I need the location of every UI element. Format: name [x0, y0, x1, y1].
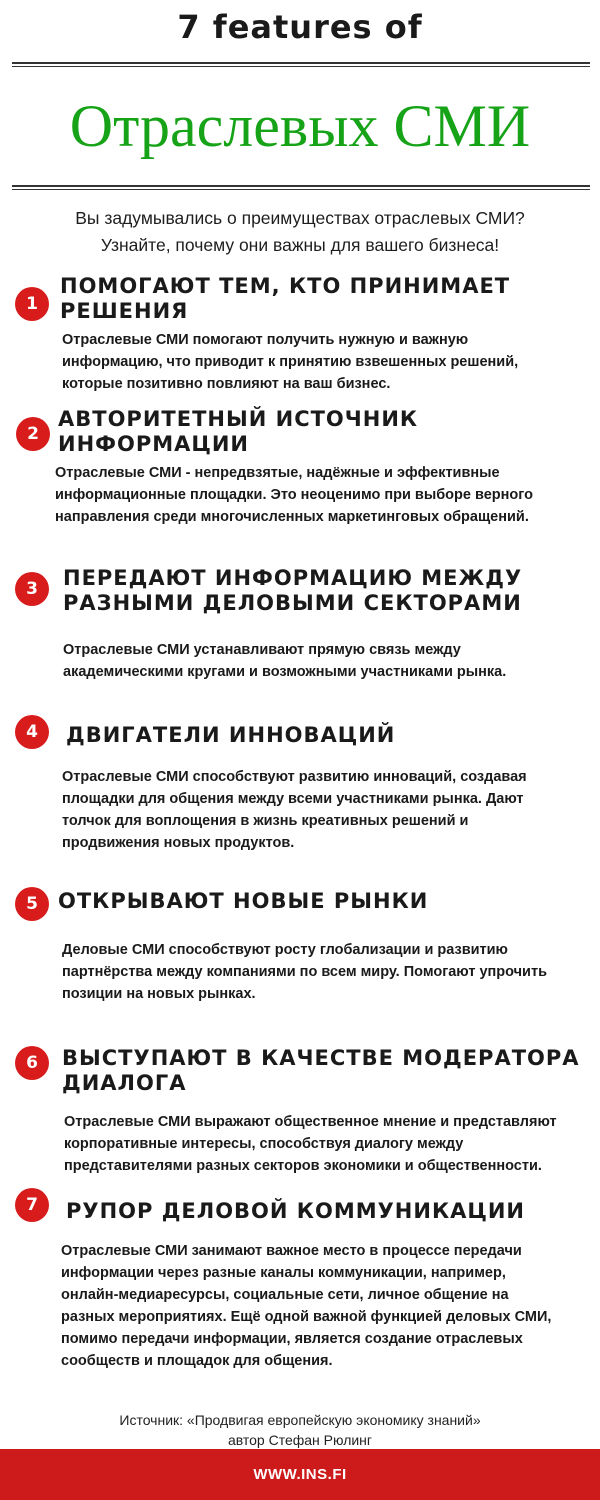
feature-desc-7: Отраслевые СМИ занимают важное место в процессе передачи информации через разные каналы коммуникации, например, онлайн-медиаресурсы, социальные сети, личное общение на разных мероприятиях. Ещё одной важной функцией деловых СМИ, помимо передачи информации, является создание отраслевых сообществ и площадок для общения.: [61, 1243, 552, 1369]
top-divider: [12, 62, 590, 67]
feature-desc-2: Отраслевые СМИ - непредвзятые, надёжные и эффективные информационные площадки. Это неоценимо при выборе верного направления среди многочисленных маркетинговых обращений.: [55, 465, 533, 525]
source-line-2: автор Стефан Рюлинг: [227, 1432, 373, 1448]
number-badge-2: 2: [16, 417, 50, 451]
feature-title-7: РУПОР ДЕЛОВОЙ КОММУНИКАЦИИ: [66, 1199, 526, 1223]
feature-title-4: ДВИГАТЕЛИ ИННОВАЦИЙ: [66, 723, 396, 747]
source-credit: [0, 1410, 600, 1450]
feature-title-6: ВЫСТУПАЮТ В КАЧЕСТВЕ МОДЕРАТОРА ДИАЛОГА: [62, 1046, 580, 1095]
headline-divider: [12, 185, 590, 190]
footer-url-link[interactable]: WWW.INS.FI: [253, 1466, 347, 1483]
number-badge-1: 1: [15, 287, 49, 321]
feature-title-5: ОТКРЫВАЮТ НОВЫЕ РЫНКИ: [58, 889, 429, 913]
feature-desc-4: Отраслевые СМИ способствуют развитию инноваций, создавая площадки для общения между всеми участниками рынка. Дают толчок для воплощения в жизнь креативных решений и продвижения новых продуктов.: [62, 769, 527, 851]
headline: Отраслевых СМИ: [69, 93, 531, 159]
feature-title-3: ПЕРЕДАЮТ ИНФОРМАЦИЮ МЕЖДУ РАЗНЫМИ ДЕЛОВЫМИ СЕКТОРАМИ: [63, 566, 523, 615]
feature-desc-5: Деловые СМИ способствуют росту глобализации и развитию партнёрства между компаниями по всем миру. Помогают упрочить позиции на новых рынках.: [62, 942, 547, 1002]
feature-title-2: АВТОРИТЕТНЫЙ ИСТОЧНИК ИНФОРМАЦИИ: [58, 407, 419, 456]
intro-line-1: Вы задумывались о преимуществах отраслевых СМИ?: [75, 208, 525, 228]
feature-desc-6: Отраслевые СМИ выражают общественное мнение и представляют корпоративные интересы, способствуя диалогу между представителями разных секторов экономики и общественности.: [64, 1114, 557, 1174]
number-badge-7: 7: [15, 1188, 49, 1222]
feature-desc-1: Отраслевые СМИ помогают получить нужную и важную информацию, что приводит к принятию взвешенных решений, которые позитивно повлияют на ваш бизнес.: [62, 332, 519, 392]
feature-title-1: ПОМОГАЮТ ТЕМ, КТО ПРИНИМАЕТ РЕШЕНИЯ: [60, 274, 511, 323]
intro-text: [0, 205, 600, 259]
page-title: 7 features of: [177, 8, 423, 46]
source-line-1: Источник: «Продвигая европейскую экономику знаний»: [119, 1412, 481, 1428]
number-badge-3: 3: [15, 572, 49, 606]
number-badge-6: 6: [15, 1046, 49, 1080]
number-badge-4: 4: [15, 715, 49, 749]
feature-desc-3: Отраслевые СМИ устанавливают прямую связь между академическими кругами и возможными участниками рынка.: [63, 642, 507, 680]
intro-line-2: Узнайте, почему они важны для вашего бизнеса!: [100, 235, 500, 255]
footer-bar: [0, 1449, 600, 1500]
number-badge-5: 5: [15, 887, 49, 921]
